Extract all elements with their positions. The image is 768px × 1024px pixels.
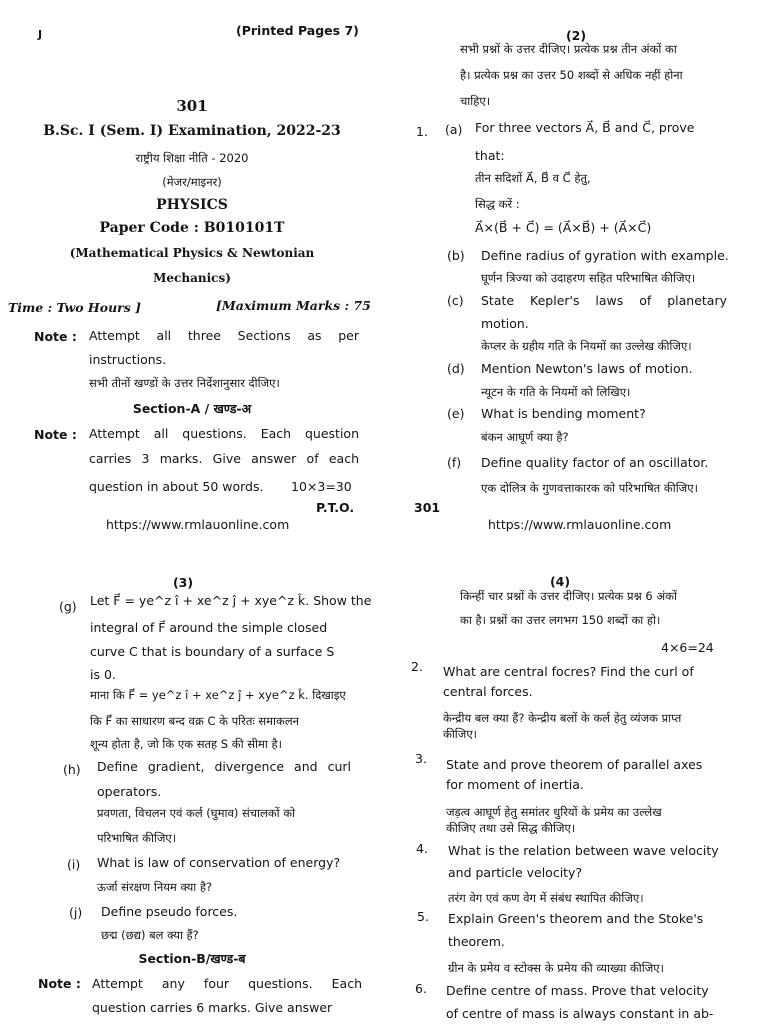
note-line: question in about 50 words. [89,479,264,494]
intro-line: किन्हीं चार प्रश्नों के उत्तर दीजिए। प्रत्येक प्रश्न 6 अंकों [460,589,677,603]
question-text: is 0. [90,667,116,682]
note-label: Note : [38,976,81,991]
question-label: (i) [67,857,81,872]
page-3 [0,545,384,1024]
major-minor: (मेजर/माइनर) [162,175,222,189]
question-hindi: जड़त्व आघूर्ण हेतु समांतर धुरियों के प्रमेय का उल्लेख [446,805,662,819]
question-text: operators. [97,784,162,799]
section-a-marks: 10×3=30 [291,479,352,494]
question-number: 5. [417,909,429,924]
question-label: (f) [447,455,462,470]
question-text: What is bending moment? [481,406,646,421]
question-number: 3. [415,751,427,766]
note-label: Note : [34,427,77,442]
vector-equation: A⃗×(B⃗ + C⃗) = (A⃗×B⃗) + (A⃗×C⃗) [475,220,652,235]
website-url: https://www.rmlauonline.com [488,517,672,532]
question-text: of centre of mass is always constant in ab- [446,1006,714,1021]
exam-title: B.Sc. I (Sem. I) Examination, 2022-23 [43,123,341,139]
note-line: carries 3 marks. Give answer of each [89,451,359,466]
note-hindi: सभी तीनों खण्डों के उत्तर निर्देशानुसार दीजिए। [89,376,280,390]
intro-line: चाहिए। [460,94,491,108]
question-text: theorem. [448,934,505,949]
paper-code: Paper Code : B010101T [99,220,285,236]
question-label: (j) [69,905,83,920]
question-label: (c) [447,293,464,308]
question-hindi: ग्रीन के प्रमेय व स्टोक्स के प्रमेय की व्याख्या कीजिए। [448,961,665,975]
question-text: What are central focres? Find the curl of [443,664,694,679]
question-text: Explain Green's theorem and the Stoke's [448,911,704,926]
question-hindi: सिद्ध करें : [475,197,520,211]
note-label: Note : [34,329,77,344]
education-policy: राष्ट्रीय शिक्षा नीति - 2020 [135,151,249,165]
time-allowed: Time : Two Hours ] [8,300,142,315]
question-text: central forces. [443,684,533,699]
question-hindi: कीजिए। [443,727,478,741]
page-number: (3) [172,575,194,590]
pto: P.T.O. [316,500,355,515]
question-hindi: छद्म (छद्य) बल क्या हैं? [101,928,199,942]
exam-code: 301 [176,97,208,115]
question-text: What is law of conservation of energy? [97,855,341,870]
note-line: instructions. [89,352,167,367]
note-line: Attempt any four questions. Each [92,976,362,991]
question-text: motion. [481,316,529,331]
question-text: Define centre of mass. Prove that velocity [446,983,709,998]
question-label: (h) [63,762,81,777]
question-label: (d) [447,361,465,376]
page-mark: J [38,28,43,41]
page-2 [384,0,768,545]
question-hindi: न्यूटन के गति के नियमों को लिखिए। [481,385,631,399]
subject: PHYSICS [156,197,228,213]
page-number: (4) [549,574,571,589]
section-b-marks: 4×6=24 [661,640,714,655]
section-a-heading: Section-A / खण्ड-अ [132,401,252,416]
question-text: Define pseudo forces. [101,904,238,919]
note-line: Attempt all three Sections as per [89,328,359,343]
question-text: Let F⃗ = ye^z î + xe^z ĵ + xye^z k̂. Show the [90,593,372,608]
note-line: Attempt all questions. Each question [89,426,359,441]
question-hindi: कि F⃗ का साधारण बन्द वक्र C के परितः समाकलन [90,714,300,728]
question-text: and particle velocity? [448,865,583,880]
question-text: curve C that is boundary of a surface S [90,644,335,659]
maximum-marks: [Maximum Marks : 75 [216,298,371,313]
question-hindi: एक दोलित्र के गुणवत्ताकारक को परिभाषित कीजिए। [481,481,698,495]
question-text: State Kepler's laws of planetary [481,293,727,308]
website-url: https://www.rmlauonline.com [106,517,290,532]
question-text: integral of F⃗ around the simple closed [90,620,328,635]
question-hindi: प्रवणता, विचलन एवं कर्ल (घुमाव) संचालकों को [97,806,296,820]
question-hindi: तरंग वेग एवं कण वेग में संबंध स्थापित कीजिए। [448,891,644,905]
question-number: 1. [416,124,428,139]
question-hindi: बंकन आघूर्ण क्या है? [481,430,569,444]
question-hindi: तीन सदिशों A⃗, B⃗ व C⃗ हेतु, [475,171,591,185]
question-text: Mention Newton's laws of motion. [481,361,693,376]
question-number: 4. [416,841,428,856]
page-1 [0,0,384,545]
paper-title-line1: (Mathematical Physics & Newtonian [69,246,315,260]
question-label: (a) [445,122,463,137]
question-hindi: केन्द्रीय बल क्या हैं? केन्द्रीय बलों के कर्ल हेतु व्यंजक प्राप्त [443,711,682,725]
question-hindi: ऊर्जा संरक्षण नियम क्या है? [97,880,213,894]
question-text: for moment of inertia. [446,777,584,792]
question-label: (g) [59,599,77,614]
question-label: (e) [447,406,465,421]
question-text: that: [475,148,505,163]
question-number: 6. [415,981,427,996]
intro-line: सभी प्रश्नों के उत्तर दीजिए। प्रत्येक प्रश्न तीन अंकों का [460,42,677,56]
question-text: State and prove theorem of parallel axes [446,757,703,772]
question-hindi: केप्लर के ग्रहीय गति के नियमों का उल्लेख कीजिए। [481,339,692,353]
question-hindi: शून्य होता है, जो कि एक सतह S की सीमा है। [90,737,282,751]
question-text: Define quality factor of an oscillator. [481,455,709,470]
footer-code: 301 [414,500,441,515]
question-text: For three vectors A⃗, B⃗ and C⃗, prove [475,120,695,135]
question-text: What is the relation between wave velocity [448,843,719,858]
question-hindi: घूर्णन त्रिज्या को उदाहरण सहित परिभाषित कीजिए। [481,271,696,285]
paper-title-line2: Mechanics) [153,271,231,285]
question-text: Define radius of gyration with example. [481,248,729,263]
question-hindi: कीजिए तथा उसे सिद्ध कीजिए। [446,821,576,835]
question-hindi: परिभाषित कीजिए। [97,831,177,845]
question-label: (b) [447,248,465,263]
printed-pages: (Printed Pages 7) [236,23,359,38]
section-b-heading: Section-B/खण्ड-ब [138,951,246,966]
note-line: question carries 6 marks. Give answer [92,1000,333,1015]
intro-line: का है। प्रश्नों का उत्तर लगभग 150 शब्दों का हो। [460,613,661,627]
page-4 [384,545,768,1024]
question-text: Define gradient, divergence and curl [97,759,351,774]
question-hindi: माना कि F⃗ = ye^z î + xe^z ĵ + xye^z k̂. दिखाइए [90,688,346,702]
page-number: (2) [565,28,587,43]
question-number: 2. [411,659,423,674]
intro-line: है। प्रत्येक प्रश्न का उत्तर 50 शब्दों से अधिक नहीं होना [460,68,683,82]
